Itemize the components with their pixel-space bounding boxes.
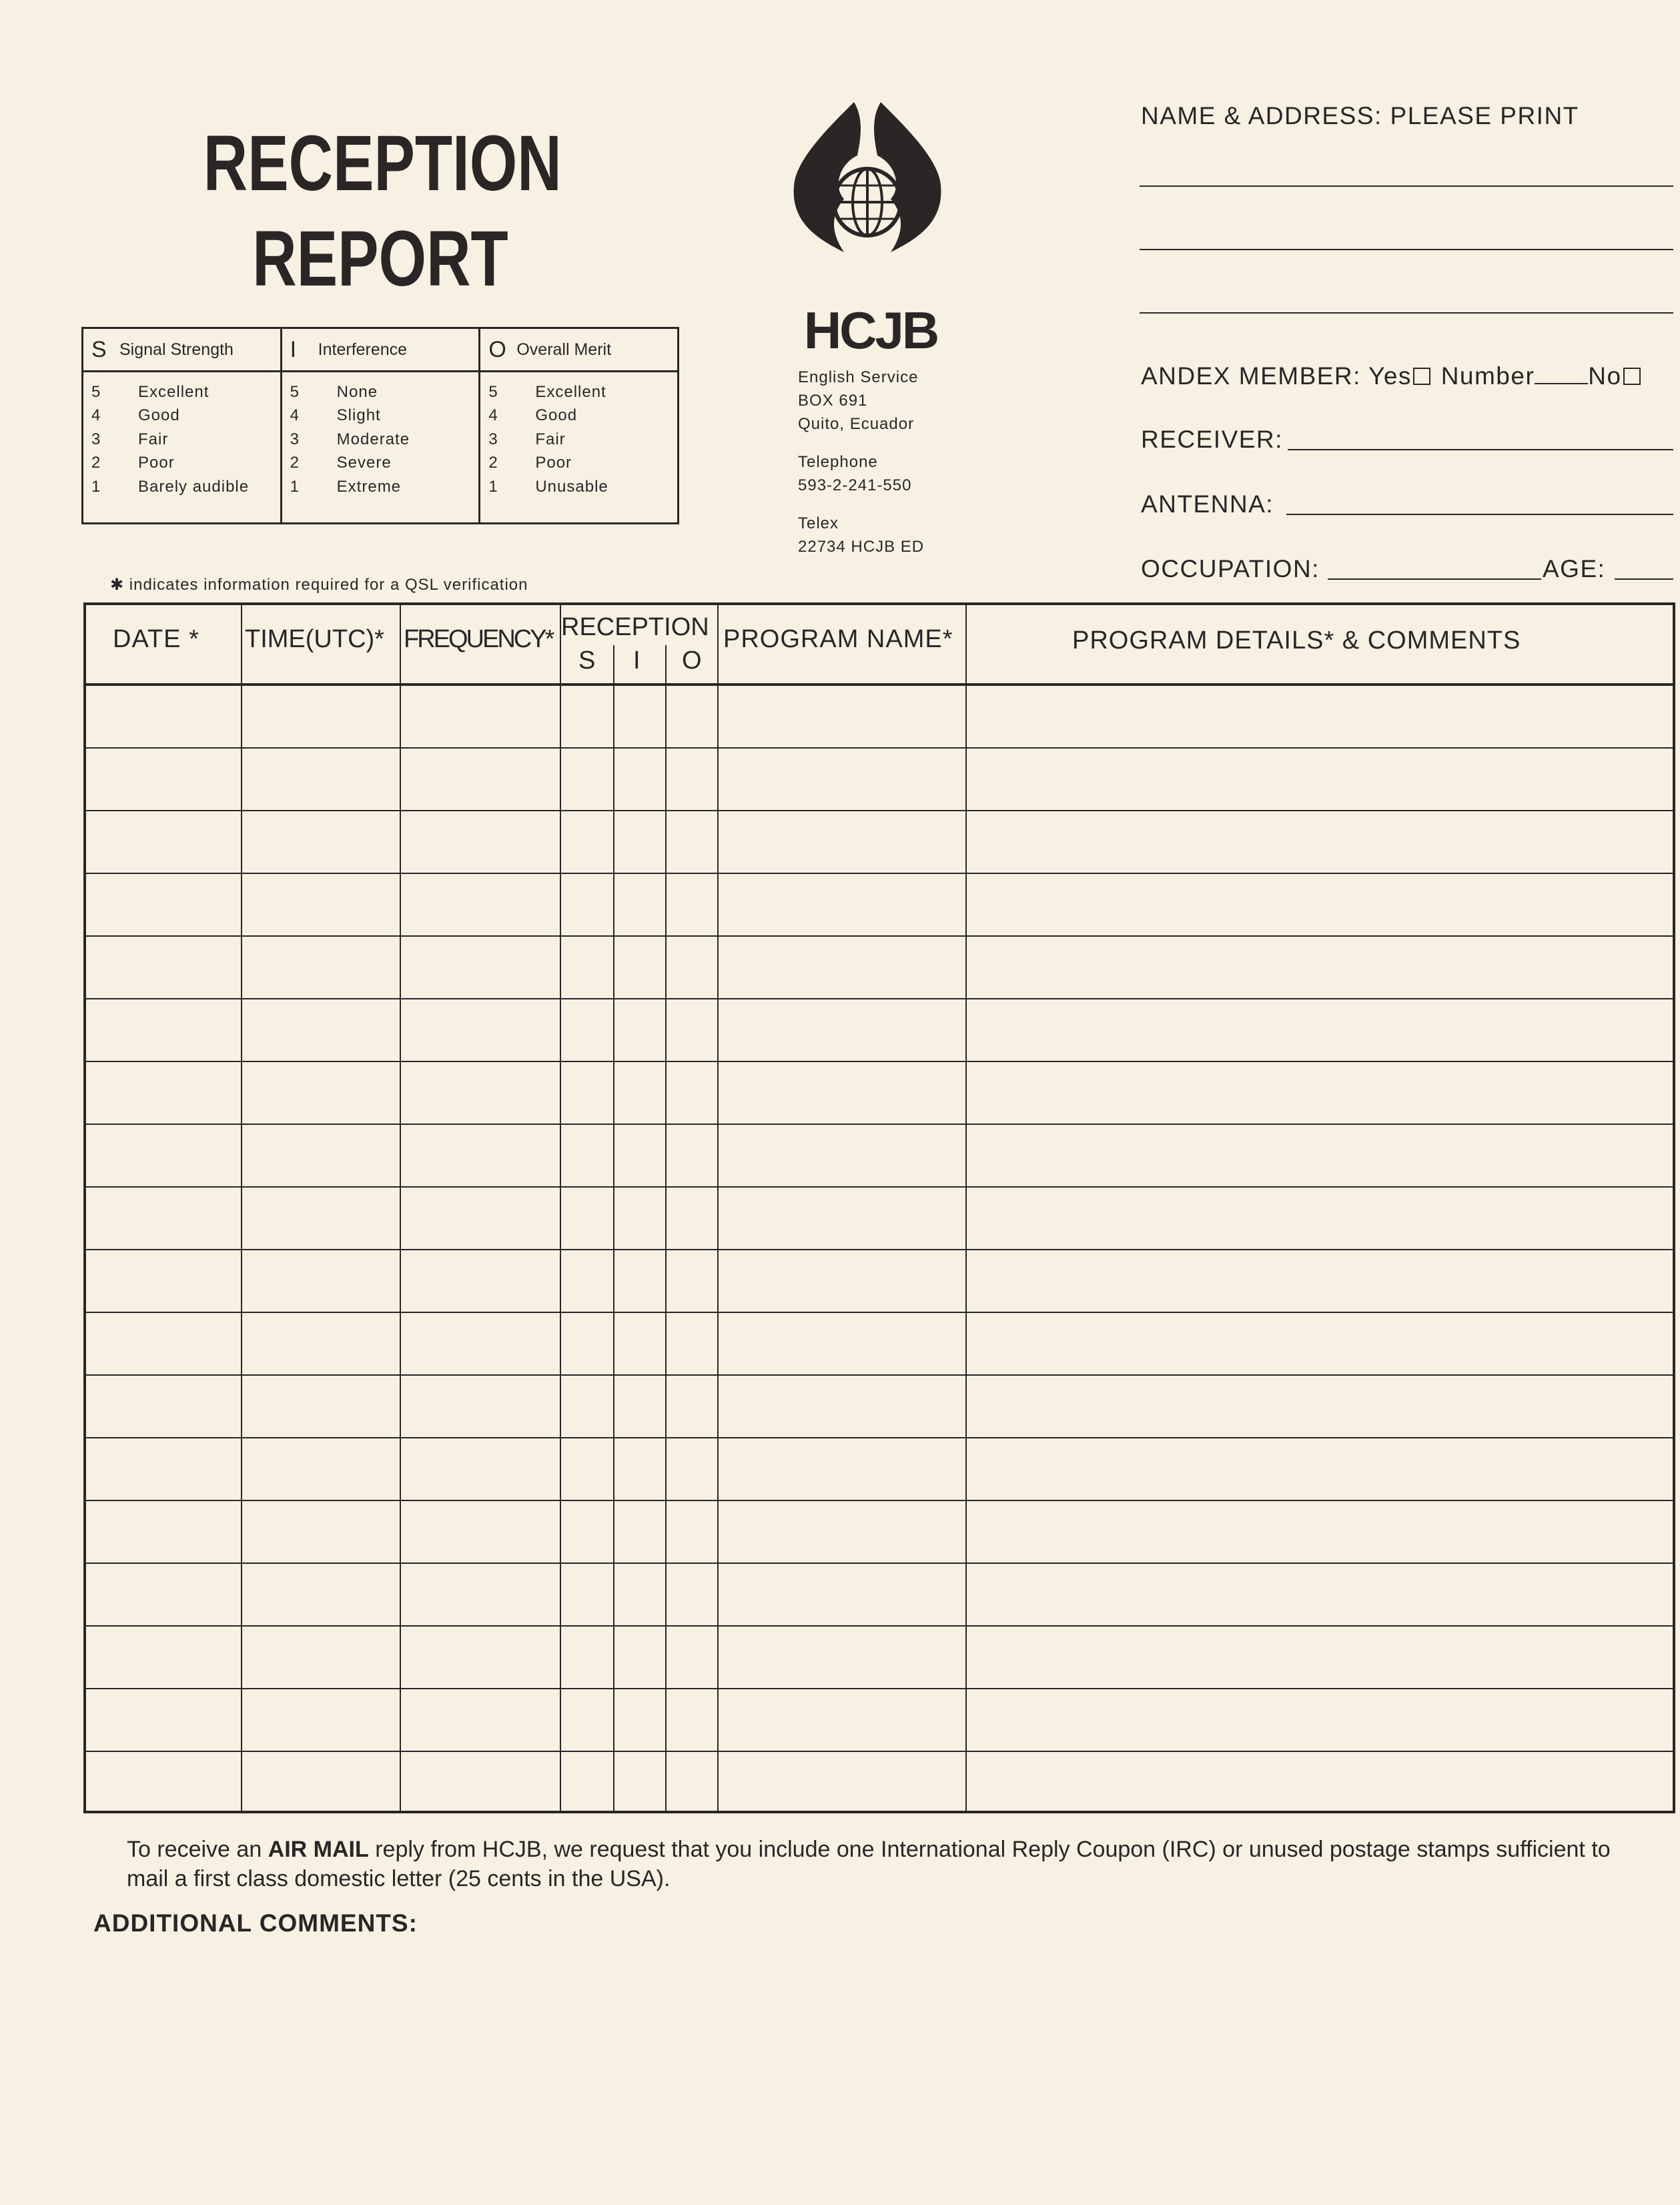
program-name-header: PROGRAM NAME* (723, 625, 953, 653)
legend-label: Good (138, 406, 180, 425)
table-row-line (86, 1186, 1673, 1188)
legend-label: Severe (336, 454, 392, 472)
legend-value: 1 (290, 477, 300, 496)
receiver-line[interactable] (1288, 449, 1673, 450)
table-row-line (86, 1751, 1673, 1752)
no-checkbox[interactable] (1623, 368, 1641, 385)
table-row-line (86, 1688, 1673, 1689)
reception-header: RECEPTION (561, 613, 709, 641)
receiver-label: RECEIVER: (1141, 426, 1283, 453)
table-row-line (86, 1437, 1673, 1438)
name-address-label: NAME & ADDRESS: PLEASE PRINT (1141, 102, 1579, 129)
i-header: I (633, 646, 641, 675)
legend-caption: Signal Strength (119, 340, 234, 359)
legend-value: 2 (290, 454, 300, 472)
table-row-line (86, 998, 1673, 999)
frequency-header: FREQUENCY* (404, 625, 553, 653)
legend-label: Poor (535, 454, 572, 472)
legend-label: Excellent (138, 382, 209, 401)
box-line: BOX 691 (798, 392, 868, 410)
table-row-line (86, 1500, 1673, 1501)
table-row-line (86, 1312, 1673, 1313)
legend-label: None (336, 382, 378, 401)
table-row-line (86, 1563, 1673, 1564)
additional-comments-label: ADDITIONAL COMMENTS: (93, 1909, 418, 1937)
legend-value: 5 (290, 382, 300, 401)
airmail-notice (127, 1835, 1621, 1893)
legend-overall (480, 329, 677, 522)
legend-value: 5 (91, 382, 101, 401)
legend-value: 3 (290, 430, 300, 448)
airmail-text-start: To receive an (127, 1837, 268, 1862)
legend-label: Excellent (535, 382, 606, 401)
s-header: S (578, 646, 596, 675)
table-row-line (86, 1249, 1673, 1250)
number-label: Number (1440, 362, 1535, 390)
legend-value: 1 (91, 477, 101, 496)
legend-letter: O (488, 336, 506, 362)
yes-checkbox[interactable] (1413, 368, 1430, 385)
andex-label: ANDEX MEMBER: Yes (1141, 362, 1412, 390)
legend-label: Fair (535, 430, 566, 448)
table-row-line (86, 1374, 1673, 1376)
legend-label: Moderate (336, 430, 410, 448)
name-line-2[interactable] (1140, 249, 1673, 250)
age-label: AGE: (1543, 555, 1606, 582)
legend-label: Barely audible (138, 477, 250, 496)
telephone-number: 593-2-241-550 (798, 476, 912, 494)
table-row-line (86, 935, 1673, 937)
legend-value: 1 (488, 477, 498, 496)
table-row-line (86, 747, 1673, 749)
telephone-label: Telephone (798, 453, 878, 471)
legend-letter: S (91, 336, 107, 362)
legend-signal (83, 329, 282, 522)
age-line[interactable] (1615, 578, 1673, 580)
station-address (798, 366, 924, 558)
legend-label: Poor (138, 454, 175, 472)
table-row-line (86, 1061, 1673, 1062)
airmail-bold: AIR MAIL (268, 1837, 369, 1862)
legend-value: 4 (91, 406, 101, 425)
service-line: English Service (798, 368, 919, 386)
antenna-line[interactable] (1286, 514, 1673, 515)
andex-row (1141, 362, 1643, 390)
legend-label: Fair (138, 430, 169, 448)
o-header: O (682, 646, 703, 675)
telex-label: Telex (798, 514, 839, 532)
airmail-text-end: reply from HCJB, we request that you include one International Reply Coupon (IRC) or unused postage stamps sufficient to mail a first class domestic letter (25 cents in the USA). (127, 1837, 1611, 1891)
number-line[interactable] (1535, 383, 1588, 384)
legend-value: 2 (488, 454, 498, 472)
legend-interference (282, 329, 481, 522)
legend-label: Extreme (336, 477, 402, 496)
legend-label: Unusable (535, 477, 608, 496)
qsl-note: ✱ indicates information required for a QSL verification (110, 576, 528, 594)
time-header: TIME(UTC)* (245, 625, 384, 653)
city-line: Quito, Ecuador (798, 415, 915, 433)
legend-letter: I (290, 336, 297, 362)
legend-label: Good (535, 406, 578, 425)
name-line-3[interactable] (1140, 312, 1673, 314)
sio-legend (81, 327, 679, 524)
legend-value: 4 (290, 406, 300, 425)
table-row-line (86, 810, 1673, 811)
table-row-line (86, 1124, 1673, 1125)
legend-value: 5 (488, 382, 498, 401)
occupation-label: OCCUPATION: (1141, 555, 1320, 582)
legend-value: 2 (91, 454, 101, 472)
occupation-line[interactable] (1328, 578, 1541, 580)
table-row-line (86, 1625, 1673, 1627)
date-header: DATE * (113, 625, 199, 653)
antenna-label: ANTENNA: (1141, 490, 1274, 518)
table-row-line (86, 873, 1673, 874)
legend-caption: Interference (318, 340, 408, 359)
no-label: No (1588, 362, 1622, 390)
title-line-2: REPORT (252, 215, 508, 303)
telex-number: 22734 HCJB ED (798, 538, 925, 556)
legend-value: 4 (488, 406, 498, 425)
title-line-1: RECEPTION (203, 119, 562, 207)
hands-globe-icon (791, 99, 944, 319)
details-header: PROGRAM DETAILS* & COMMENTS (1072, 626, 1521, 654)
legend-value: 3 (488, 430, 498, 448)
name-line-1[interactable] (1140, 185, 1673, 187)
reception-log-table (83, 602, 1675, 1813)
legend-value: 3 (91, 430, 101, 448)
legend-caption: Overall Merit (516, 340, 612, 359)
legend-label: Slight (336, 406, 381, 425)
hcjb-logo-text: HCJB (803, 301, 938, 360)
